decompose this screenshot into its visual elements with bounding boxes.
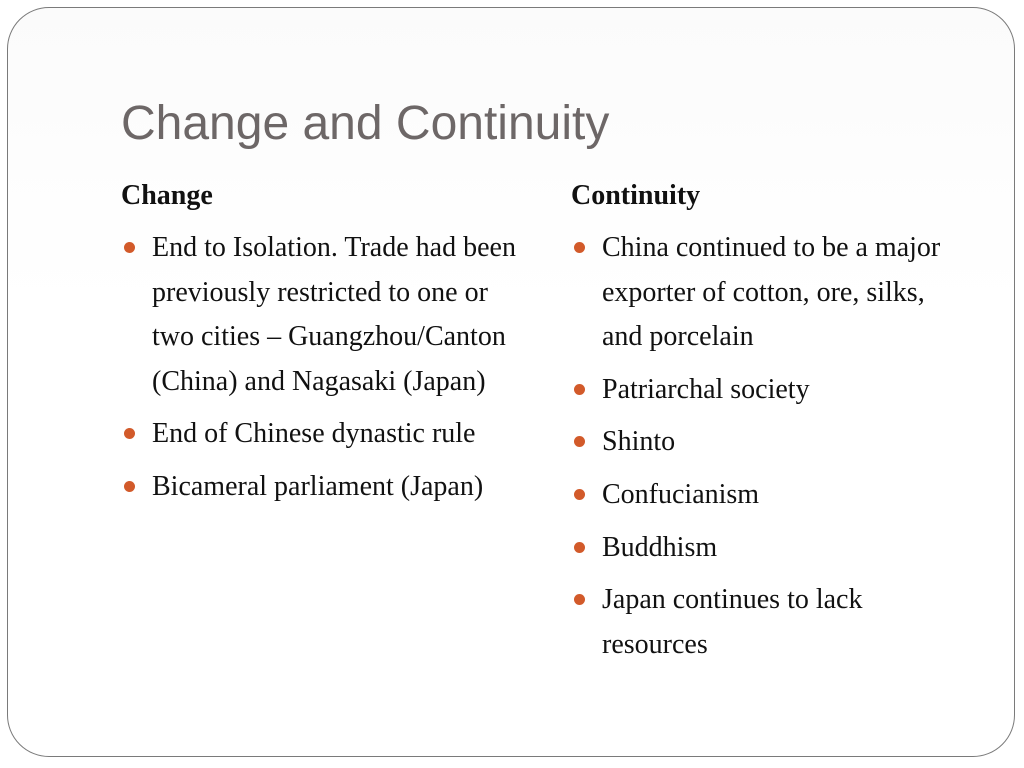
continuity-bullet-item [571,368,971,413]
change-bullet-text: Bicameral parliament (Japan) [152,470,484,502]
continuity-header: Continuity [571,180,701,211]
continuity-bullet-text: Shinto [602,426,676,458]
continuity-column [571,176,971,675]
continuity-bullet-text: Confucianism [602,478,760,510]
bullet-dot-icon [124,242,135,253]
bullet-dot-icon [574,542,585,553]
continuity-bullet-list [571,226,971,667]
bullet-dot-icon [574,436,585,447]
change-bullet-item [121,226,521,404]
bullet-dot-icon [124,428,135,439]
continuity-bullet-item [571,473,971,518]
bullet-dot-icon [574,489,585,500]
bullet-dot-icon [124,481,135,492]
change-bullet-text: End to Isolation. Trade had been previously restricted to one or two cities – Guangzhou/Canton (China) and Nagasaki (Japan) [152,232,516,397]
change-bullet-item [121,465,521,510]
change-column [121,176,521,518]
change-bullet-text: End of Chinese dynastic rule [152,418,476,450]
continuity-bullet-text: Japan continues to lack resources [602,584,863,660]
change-bullet-list [121,226,521,510]
continuity-bullet-item [571,420,971,465]
slide [7,7,1015,757]
continuity-bullet-text: Buddhism [602,531,718,563]
continuity-bullet-text: China continued to be a major exporter of cotton, ore, silks, and porcelain [602,232,941,353]
continuity-bullet-item [571,526,971,571]
change-bullet-item [121,412,521,457]
continuity-bullet-text: Patriarchal society [602,373,810,405]
bullet-dot-icon [574,242,585,253]
bullet-dot-icon [574,384,585,395]
slide-title: Change and Continuity [121,97,610,150]
continuity-bullet-item [571,226,971,360]
continuity-bullet-item [571,578,971,667]
change-header: Change [121,180,213,211]
bullet-dot-icon [574,594,585,605]
